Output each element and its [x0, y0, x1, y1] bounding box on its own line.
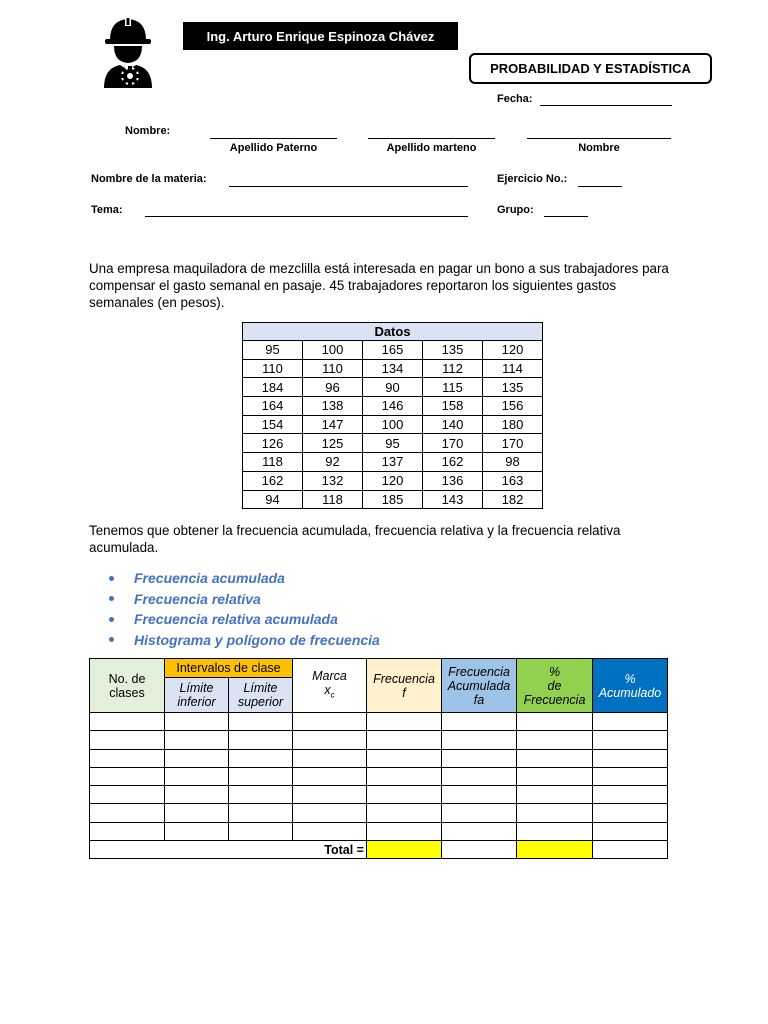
- apellido-materno-caption: Apellido marteno: [386, 142, 477, 154]
- table-cell[interactable]: [517, 822, 593, 840]
- table-row: [243, 453, 543, 472]
- grupo-label: Grupo:: [497, 204, 534, 216]
- intro-paragraph: [89, 260, 709, 311]
- table-cell[interactable]: [367, 731, 442, 749]
- table-cell[interactable]: [367, 804, 442, 822]
- col-limite-superior: [229, 678, 293, 713]
- task-line: acumulada.: [89, 540, 159, 555]
- bullet-icon: [109, 596, 114, 601]
- table-cell[interactable]: [165, 731, 229, 749]
- list-item-label: Frecuencia relativa acumulada: [134, 611, 338, 628]
- table-cell[interactable]: [442, 822, 517, 840]
- col-limite-inferior: [165, 678, 229, 713]
- table-cell[interactable]: [442, 713, 517, 731]
- list-item-label: Histograma y polígono de frecuencia: [134, 631, 380, 648]
- table-cell[interactable]: [593, 804, 668, 822]
- table-cell: 164: [243, 397, 303, 416]
- table-cell: 180: [483, 415, 543, 434]
- table-cell: 120: [363, 471, 423, 490]
- header-text: Acumulado: [598, 685, 662, 700]
- table-cell: 135: [483, 378, 543, 397]
- table-cell[interactable]: [442, 804, 517, 822]
- table-cell[interactable]: [165, 822, 229, 840]
- table-cell[interactable]: [165, 767, 229, 785]
- table-cell: 110: [303, 359, 363, 378]
- table-cell[interactable]: [165, 804, 229, 822]
- header-text: Frecuencia: [523, 692, 586, 707]
- author-banner: Ing. Arturo Enrique Espinoza Chávez: [183, 22, 458, 50]
- table-cell: 100: [303, 341, 363, 360]
- list-item: [109, 609, 380, 630]
- task-line: Tenemos que obtener la frecuencia acumulada, frecuencia relativa y la frecuencia relativa: [89, 523, 621, 538]
- table-cell: 118: [303, 490, 363, 509]
- total-pct-frecuencia-cell[interactable]: [517, 841, 593, 859]
- table-row: [90, 804, 668, 822]
- table-cell[interactable]: [229, 822, 293, 840]
- header-text: fa: [473, 692, 485, 707]
- total-frecuencia-cell[interactable]: [367, 841, 442, 859]
- table-cell[interactable]: [593, 731, 668, 749]
- table-cell[interactable]: [165, 786, 229, 804]
- table-cell: 98: [483, 453, 543, 472]
- table-cell[interactable]: [367, 713, 442, 731]
- table-cell[interactable]: [593, 786, 668, 804]
- materia-label: Nombre de la materia:: [91, 173, 207, 185]
- list-item: [109, 568, 380, 589]
- fecha-field[interactable]: [540, 105, 672, 106]
- col-intervalos: Intervalos de clase: [165, 659, 293, 678]
- header-text: f: [402, 685, 406, 700]
- task-paragraph: [89, 522, 709, 556]
- marca-symbol: x: [324, 682, 331, 697]
- table-cell[interactable]: [229, 713, 293, 731]
- fecha-label: Fecha:: [497, 93, 533, 105]
- table-cell[interactable]: [593, 767, 668, 785]
- table-cell[interactable]: [442, 749, 517, 767]
- tema-field[interactable]: [145, 216, 468, 217]
- table-cell: 96: [303, 378, 363, 397]
- table-cell[interactable]: [90, 804, 165, 822]
- table-cell[interactable]: [593, 822, 668, 840]
- table-row: [243, 397, 543, 416]
- table-cell[interactable]: [593, 749, 668, 767]
- table-cell[interactable]: [90, 786, 165, 804]
- table-cell[interactable]: [293, 804, 367, 822]
- table-row: [243, 415, 543, 434]
- table-cell: 138: [303, 397, 363, 416]
- table-cell[interactable]: [90, 749, 165, 767]
- table-cell: 100: [363, 415, 423, 434]
- table-cell[interactable]: [367, 786, 442, 804]
- table-cell: 162: [423, 453, 483, 472]
- total-pct-acumulado-cell[interactable]: [593, 841, 668, 859]
- table-cell[interactable]: [293, 749, 367, 767]
- header-text: de: [547, 678, 562, 693]
- nombre-field[interactable]: [527, 138, 671, 139]
- header-text: [293, 683, 366, 703]
- table-cell[interactable]: [229, 786, 293, 804]
- table-cell: 140: [423, 415, 483, 434]
- table-row: [243, 359, 543, 378]
- table-cell: 94: [243, 490, 303, 509]
- table-cell: 137: [363, 453, 423, 472]
- list-item-label: Frecuencia acumulada: [134, 570, 285, 587]
- table-cell[interactable]: [517, 731, 593, 749]
- table-cell: 114: [483, 359, 543, 378]
- frequency-table: [89, 658, 668, 859]
- data-table: [242, 322, 543, 509]
- apellido-paterno-caption: Apellido Paterno: [229, 142, 318, 154]
- apellido-materno-field[interactable]: [368, 138, 495, 139]
- table-row: [90, 767, 668, 785]
- table-cell[interactable]: [90, 731, 165, 749]
- table-cell: 134: [363, 359, 423, 378]
- table-row: [243, 378, 543, 397]
- bullet-icon: [109, 617, 114, 622]
- table-row: [90, 749, 668, 767]
- header-text: Frecuencia: [448, 664, 510, 679]
- col-marca: [293, 659, 367, 713]
- table-cell[interactable]: [90, 713, 165, 731]
- table-cell: 184: [243, 378, 303, 397]
- table-row: [90, 786, 668, 804]
- materia-field[interactable]: [229, 186, 468, 187]
- apellido-paterno-field[interactable]: [210, 138, 337, 139]
- table-cell: 146: [363, 397, 423, 416]
- header-text: Límite: [179, 681, 214, 695]
- table-row: [90, 822, 668, 840]
- total-frecuencia-acumulada-cell[interactable]: [442, 841, 517, 859]
- table-cell: 95: [363, 434, 423, 453]
- ejercicio-field[interactable]: [578, 186, 622, 187]
- bullet-icon: [109, 637, 114, 642]
- nombre-label: Nombre:: [125, 125, 171, 137]
- table-cell: 182: [483, 490, 543, 509]
- table-cell[interactable]: [593, 713, 668, 731]
- intro-line: semanales (en pesos).: [89, 295, 225, 310]
- table-cell[interactable]: [90, 767, 165, 785]
- header-text: inferior: [177, 695, 216, 709]
- task-list: [109, 568, 380, 650]
- table-cell: 90: [363, 378, 423, 397]
- table-cell: 156: [483, 397, 543, 416]
- table-cell[interactable]: [517, 767, 593, 785]
- table-cell: 165: [363, 341, 423, 360]
- intro-line: Una empresa maquiladora de mezclilla está interesada en pagar un bono a sus trabajadores para: [89, 261, 669, 276]
- table-cell: 185: [363, 490, 423, 509]
- header-text: Límite: [243, 681, 278, 695]
- table-cell: 92: [303, 453, 363, 472]
- table-cell[interactable]: [229, 749, 293, 767]
- table-cell[interactable]: [517, 804, 593, 822]
- table-cell: 162: [243, 471, 303, 490]
- table-cell: 143: [423, 490, 483, 509]
- table-cell[interactable]: [229, 767, 293, 785]
- table-cell[interactable]: [293, 822, 367, 840]
- table-cell[interactable]: [165, 749, 229, 767]
- table-row: [243, 471, 543, 490]
- table-cell: 136: [423, 471, 483, 490]
- engineer-gear-icon: [98, 14, 158, 90]
- table-cell[interactable]: [517, 786, 593, 804]
- table-cell: 118: [243, 453, 303, 472]
- header-text: No. de: [108, 671, 146, 686]
- bullet-icon: [109, 576, 114, 581]
- table-cell[interactable]: [367, 822, 442, 840]
- table-cell: 120: [483, 341, 543, 360]
- table-cell[interactable]: [90, 822, 165, 840]
- header-text: Frecuencia: [373, 671, 435, 686]
- intro-line: compensar el gasto semanal en pasaje. 45 trabajadores reportaron los siguientes gastos: [89, 278, 617, 293]
- tema-label: Tema:: [91, 204, 123, 216]
- col-no-clases: [90, 659, 165, 713]
- table-row: [243, 434, 543, 453]
- table-cell: 95: [243, 341, 303, 360]
- table-cell: 110: [243, 359, 303, 378]
- header-text: %: [624, 671, 636, 686]
- table-cell: 126: [243, 434, 303, 453]
- data-table-title: Datos: [243, 323, 543, 341]
- subject-title: PROBABILIDAD Y ESTADÍSTICA: [469, 53, 712, 84]
- table-cell: 135: [423, 341, 483, 360]
- table-row: [243, 490, 543, 509]
- list-item: [109, 589, 380, 610]
- list-item: [109, 630, 380, 651]
- table-cell[interactable]: [367, 749, 442, 767]
- grupo-field[interactable]: [544, 216, 588, 217]
- table-cell[interactable]: [165, 713, 229, 731]
- table-cell: 170: [483, 434, 543, 453]
- nombre-caption: Nombre: [578, 142, 620, 154]
- table-cell[interactable]: [367, 767, 442, 785]
- col-frecuencia-acumulada: [442, 659, 517, 713]
- table-cell: 115: [423, 378, 483, 397]
- marca-subscript: c: [330, 690, 335, 700]
- header-text: superior: [237, 695, 284, 709]
- header-text: Marca: [312, 668, 347, 683]
- table-cell: 154: [243, 415, 303, 434]
- total-label: Total =: [90, 841, 367, 859]
- table-cell[interactable]: [442, 767, 517, 785]
- table-cell[interactable]: [229, 731, 293, 749]
- table-cell: 132: [303, 471, 363, 490]
- table-row: [243, 341, 543, 360]
- table-cell: 170: [423, 434, 483, 453]
- list-item-label: Frecuencia relativa: [134, 590, 261, 607]
- table-cell[interactable]: [293, 713, 367, 731]
- table-row: [90, 713, 668, 731]
- header-text: %: [548, 664, 561, 679]
- table-cell[interactable]: [293, 731, 367, 749]
- table-cell[interactable]: [517, 713, 593, 731]
- col-frecuencia: [367, 659, 442, 713]
- table-cell[interactable]: [293, 786, 367, 804]
- col-pct-acumulado: [593, 659, 668, 713]
- table-cell: 112: [423, 359, 483, 378]
- table-cell: 163: [483, 471, 543, 490]
- table-row: [90, 731, 668, 749]
- header-text: Acumulada: [447, 678, 511, 693]
- table-cell[interactable]: [229, 804, 293, 822]
- table-cell: 125: [303, 434, 363, 453]
- table-cell[interactable]: [517, 749, 593, 767]
- ejercicio-label: Ejercicio No.:: [497, 173, 568, 185]
- table-cell: 147: [303, 415, 363, 434]
- header-text: clases: [109, 685, 145, 700]
- table-cell[interactable]: [442, 786, 517, 804]
- col-pct-frecuencia: [517, 659, 593, 713]
- table-cell[interactable]: [442, 731, 517, 749]
- table-cell: 158: [423, 397, 483, 416]
- table-cell[interactable]: [293, 767, 367, 785]
